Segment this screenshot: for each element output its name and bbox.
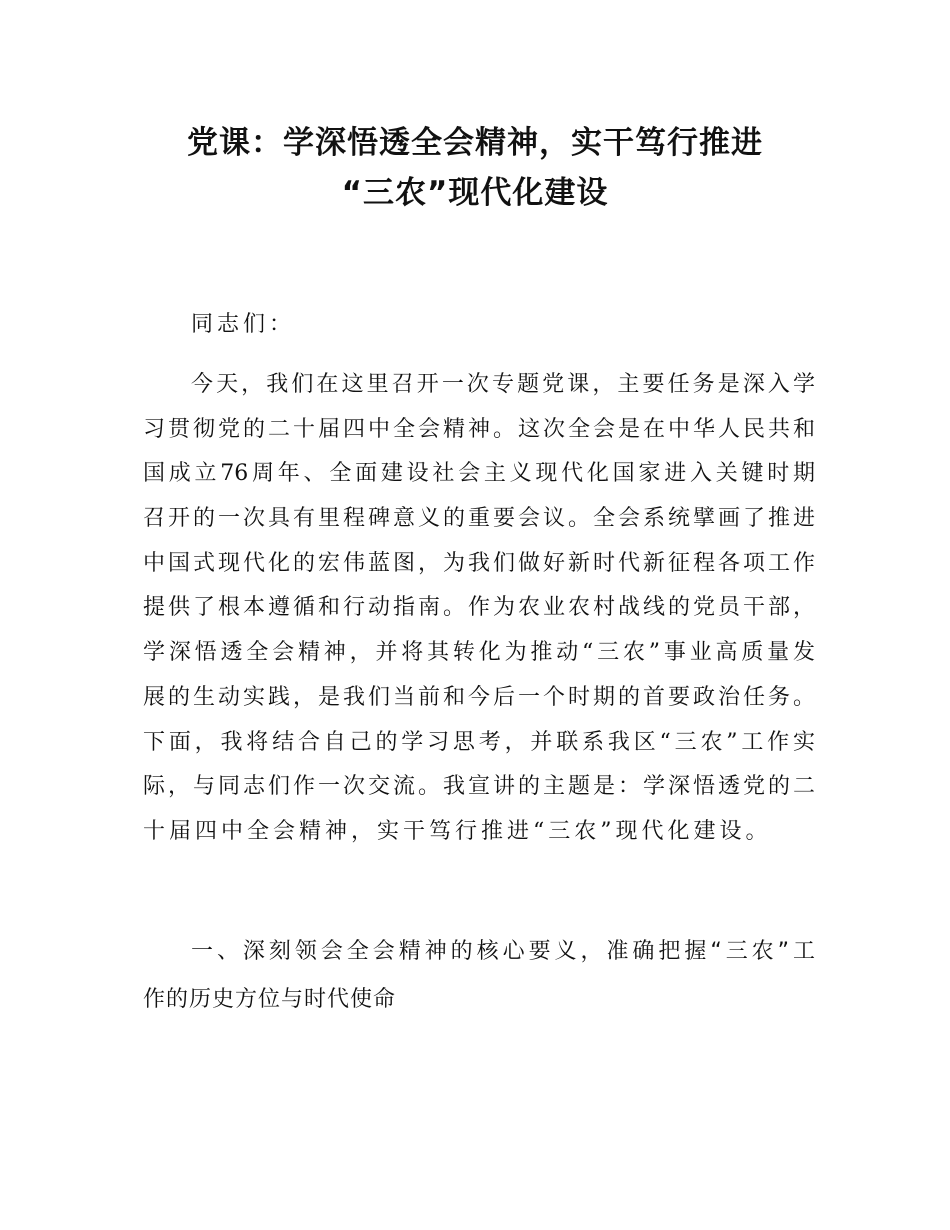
paragraph-line: 提供了根本遵循和行动指南。作为农业农村战线的党员干部， (143, 595, 815, 621)
section-heading-line: 作的历史方位与时代使命 (143, 987, 397, 1012)
document-title (100, 118, 850, 218)
paragraph-line: 际，与同志们作一次交流。我宣讲的主题是：学深悟透党的二 (143, 774, 815, 800)
salutation: 同志们： (191, 312, 296, 337)
title-line-1: 党课：学深悟透全会精神，实干笃行推进 (187, 125, 763, 161)
paragraph-line: 习贯彻党的二十届四中全会精神。这次全会是在中华人民共和 (143, 416, 815, 442)
paragraph-line: 中国式现代化的宏伟蓝图，为我们做好新时代新征程各项工作 (143, 550, 815, 576)
section-heading (143, 928, 815, 1024)
paragraph-line: 学深悟透全会精神，并将其转化为推动“三农”事业高质量发 (143, 640, 815, 666)
section-heading-line: 一、深刻领会全会精神的核心要义，准确把握“三农”工 (191, 939, 815, 964)
intro-paragraph (143, 363, 815, 855)
paragraph-line: 展的生动实践，是我们当前和今后一个时期的首要政治任务。 (143, 684, 815, 710)
paragraph-line: 下面，我将结合自己的学习思考，并联系我区“三农”工作实 (143, 729, 815, 755)
paragraph-line: 国成立76周年、全面建设社会主义现代化国家进入关键时期 (143, 461, 815, 487)
paragraph-line: 召开的一次具有里程碑意义的重要会议。全会系统擘画了推进 (143, 506, 815, 532)
title-line-2: “三农”现代化建设 (341, 175, 609, 211)
paragraph-line: 今天，我们在这里召开一次专题党课，主要任务是深入学 (191, 372, 815, 397)
paragraph-line: 十届四中全会精神，实干笃行推进“三农”现代化建设。 (143, 818, 772, 844)
